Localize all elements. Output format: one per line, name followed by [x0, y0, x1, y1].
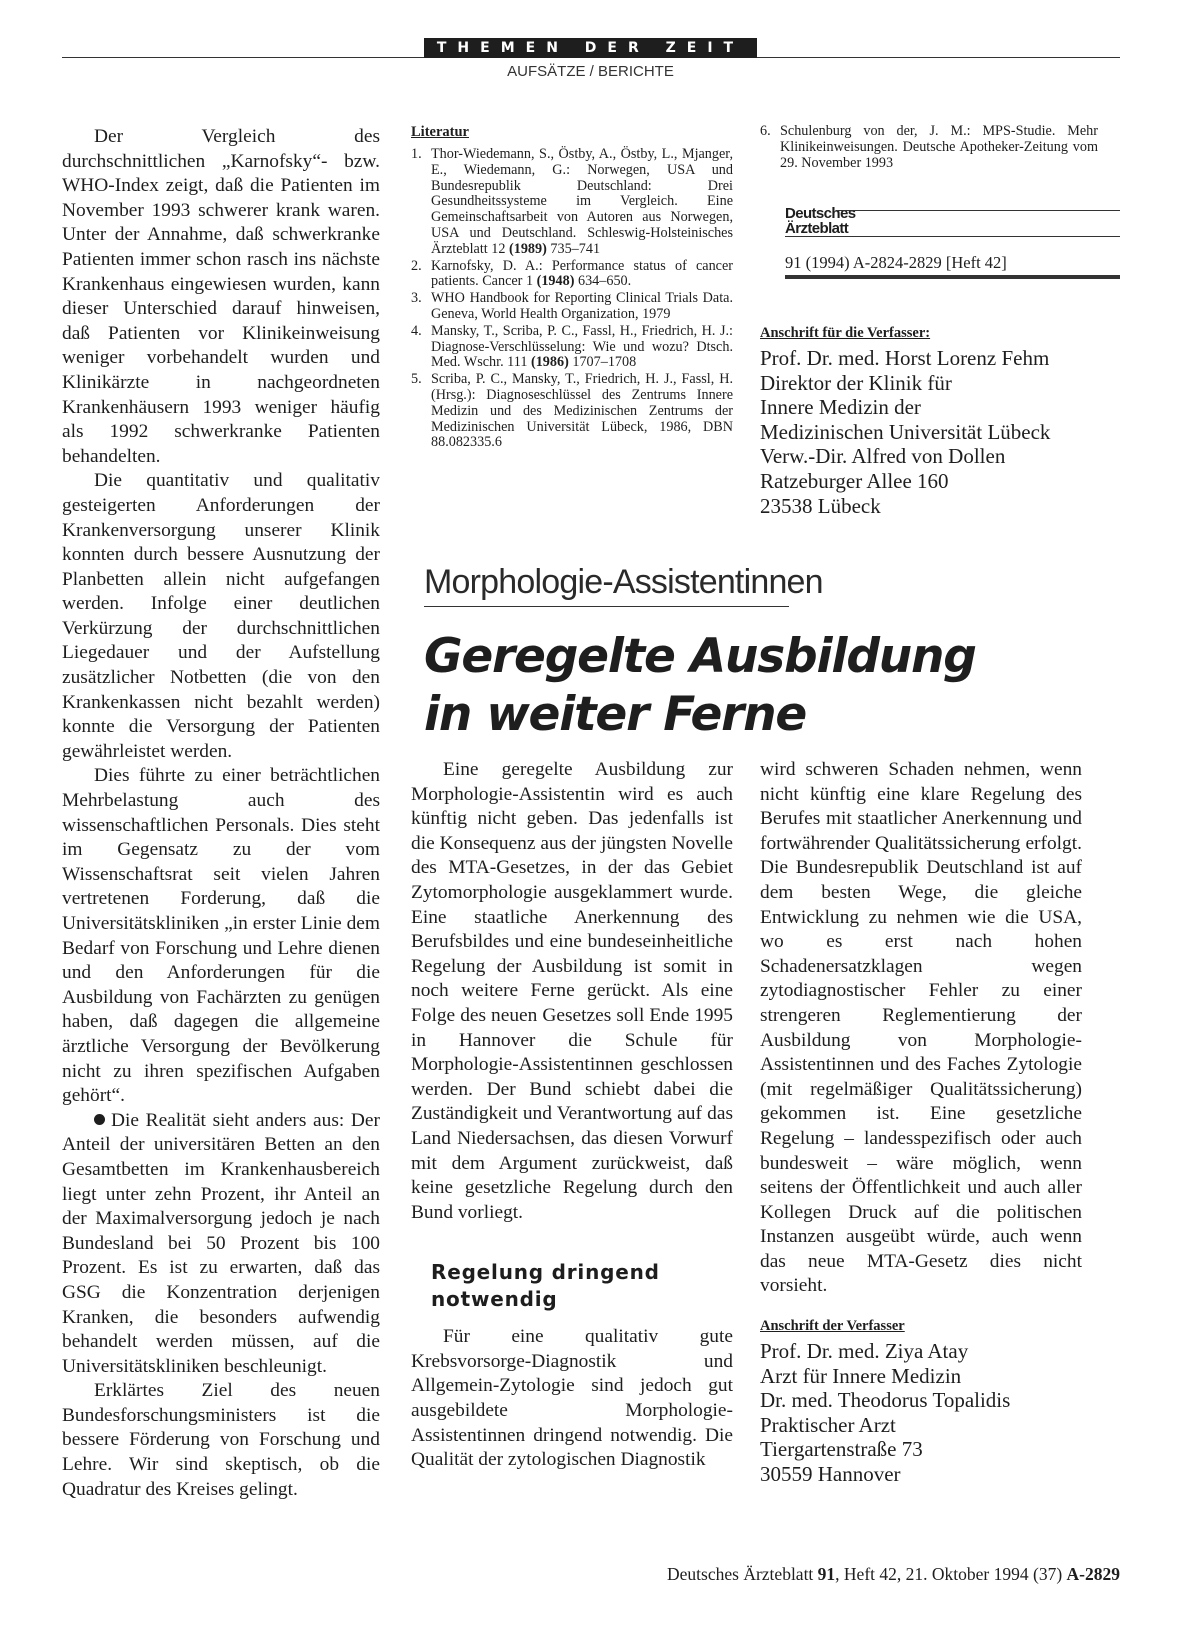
reference-list — [411, 147, 733, 451]
author-address — [760, 1318, 1120, 1487]
page-footer: Deutsches Ärzteblatt 91, Heft 42, 21. Oktober 1994 (37) A-2829 — [667, 1564, 1120, 1584]
article-kicker: Morphologie-Assistentinnen — [424, 563, 823, 601]
logo-rule — [785, 236, 1120, 237]
reference-item: 5. Scriba, P. C., Mansky, T., Friedrich, H. J., Fassl, H. (Hrsg.): Diagnoseschlüssel des Zentrums Innere Medizin und des Medizinischen Zentrums der Medizinischen Universität Lübeck, 1986, DBN 88.082335.6 — [411, 371, 733, 451]
reference-item: 4. Mansky, T., Scriba, P. C., Fassl, H., Friedrich, H. J.: Diagnose-Verschlüsselung: Wie und wozu? Dtsch. Med. Wschr. 111 (1986) 1707–1708 — [411, 322, 733, 371]
paragraph: Erklärtes Ziel des neuen Bundesforschungsministers ist die bessere Förderung von Forschung und Lehre. Wir sind skeptisch, ob die Quadratur des Kreises gelingt. — [62, 1380, 380, 1500]
address-line: Medizinischen Universität Lübeck — [760, 419, 1051, 444]
logo-rule — [838, 210, 1120, 211]
left-column — [62, 125, 380, 1502]
article-subheading: Regelung dringend notwendig — [431, 1260, 660, 1312]
address-line: Innere Medizin der — [760, 395, 921, 420]
address-line: Verw.-Dir. Alfred von Dollen — [760, 444, 1006, 469]
address-line: 30559 Hannover — [760, 1461, 901, 1486]
author-address — [760, 325, 1120, 518]
reference-item: 3. WHO Handbook for Reporting Clinical Trials Data. Geneva, World Health Organization, 1979 — [411, 290, 733, 322]
address-line: Tiergartenstraße 73 — [760, 1437, 923, 1462]
paragraph: Dies führte zu einer beträchtlichen Mehrbelastung auch des wissenschaftlichen Personals. Dies steht im Gegensatz zu der vom Wissenschaftsrat seit vielen Jahren vertretenen Forderung, daß die Universitätskliniken „in erster Linie dem Bedarf von Forschung und Lehre dienen und den Anforderungen für die Ausbildung von Fachärzten zu genügen haben, daß dagegen die allgemeine ärztliche Versorgung der Bevölkerung nicht zu ihren spezifischen Aufgaben gehört“. — [62, 765, 380, 1107]
reference-item: 1. Thor-Wiedemann, S., Östby, A., Östby, L., Mjanger, E., Wiedemann, G.: Norwegen, USA und Bundesrepublik Deutschland: Drei Gesundheitssysteme im Vergleich. Eine Gemeinschaftsarbeit von Autoren aus Norwegen, USA und Deutschland. Schleswig-Holsteinisches Ärzteblatt 12 (1989) 735–741 — [411, 146, 733, 257]
article-column-1 — [411, 758, 733, 1473]
address-line: Direktor der Klinik für — [760, 370, 952, 395]
article-headline: Geregelte Ausbildung in weiter Ferne — [424, 629, 976, 742]
literature-section — [411, 124, 733, 452]
address-line: Arzt für Innere Medizin — [760, 1363, 962, 1388]
paragraph-bullet — [62, 1109, 380, 1380]
paragraph: Die quantitativ und qualitativ gesteigerten Anforderungen der Krankenversorgung unserer Klinik konnten durch bessere Ausnutzung der Planbetten allein nicht aufgefangen werden. Infolge einer deutlichen Verkürzung der durchschnittlichen Liegedauer und der Aufstellung zusätzlicher Notbetten (die von den Krankenkassen nicht bezahlt werden) konnte die Versorgung der Patienten gewährleistet werden. — [62, 470, 380, 762]
paragraph: Der Vergleich des durchschnittlichen „Karnofsky“- bzw. WHO-Index zeigt, daß die Patienten im November 1993 schwerer krank waren. Unter der Annahme, daß schwerkranke Patienten immer schon rasch ins nächste Krankenhaus eingewiesen wurden, kann dieser Unterschied darauf hinweisen, daß Patienten vor Klinikeinweisung weniger vorbehandelt wurden und Klinikärzte in nachgeordneten Krankenhäusern 1993 weniger häufig als 1992 schwerkranke Patienten behandelten. — [62, 126, 380, 467]
reference-continued — [760, 124, 1098, 172]
reference-item: 2. Karnofsky, D. A.: Performance status of cancer patients. Cancer 1 (1948) 634–650. — [411, 257, 733, 290]
citation-rule — [785, 275, 1120, 279]
paragraph-text: Die Realität sieht anders aus: Der Anteil der universitären Betten an den Gesamtbetten im Krankenhausbereich liegt unter zehn Prozent, ihr Anteil an der Maximalversorgung jedoch je nach Bundesland bei 50 Prozent bis 100 Prozent. Es ist zu erwarten, daß das GSG die Konzentration derjenigen Kranken, die besonders aufwendig behandelt werden müssen, auf die Universitätskliniken beschleunigt. — [62, 1109, 380, 1377]
address-line: 23538 Lübeck — [760, 493, 881, 518]
address-line: Prof. Dr. med. Horst Lorenz Fehm — [760, 346, 1050, 370]
paragraph: wird schweren Schaden nehmen, wenn nicht künftig eine klare Regelung des Berufes mit staatlicher Anerkennung und fortwährender Qualitätssicherung erfolgt. Die Bundesrepublik Deutschland ist auf dem besten Wege, die gleiche Entwicklung zu nehmen wie die USA, wo es erst nach hohen Schadenersatzklagen wegen zytodiagnostischer Fehler zu einer strengeren Reglementierung der Ausbildung von Morphologie-Assistentinnen und des Faches Zytologie (mit regelmäßiger Qualitätssicherung) gekommen ist. Eine gesetzliche Regelung – landesspezifisch oder auch bundesweit – wäre möglich, wenn seitens der Öffentlichkeit und auch aller Kollegen Druck auf die politischen Instanzen ausgeübt würde, auch wenn das neue MTA-Gesetz dies nicht vorsieht. — [760, 759, 1082, 1297]
paragraph: Für eine qualitativ gute Krebsvorsorge-Diagnostik und Allgemein-Zytologie sind jedoch gut ausgebildete Morphologie-Assistentinnen dringend notwendig. Die Qualität der zytologischen Diagnostik — [411, 1326, 733, 1471]
page-number: A-2829 — [1066, 1564, 1120, 1584]
address-line: Ratzeburger Allee 160 — [760, 468, 949, 493]
subsection-label: AUFSÄTZE / BERICHTE — [507, 63, 674, 80]
reference-item: 6. Schulenburg von der, J. M.: MPS-Studie. Mehr Klinikeinweisungen. Deutsche Apotheker-Zeitung vom 29. November 1993 — [760, 123, 1098, 171]
section-banner: THEMEN DER ZEIT — [424, 38, 757, 58]
address-title: Anschrift für die Verfasser: — [760, 325, 931, 341]
address-line: Prof. Dr. med. Ziya Atay — [760, 1339, 969, 1363]
journal-citation: 91 (1994) A-2824-2829 [Heft 42] — [785, 253, 1007, 272]
literature-title: Literatur — [411, 124, 469, 140]
kicker-rule — [424, 606, 789, 607]
address-title: Anschrift der Verfasser — [760, 1318, 905, 1334]
address-line: Praktischer Arzt — [760, 1412, 896, 1437]
paragraph: Eine geregelte Ausbildung zur Morphologie-Assistentin wird es auch künftig nicht geben. Das jedenfalls ist die Konsequenz aus der jüngsten Novelle des MTA-Gesetzes, in der das Gebiet Zytomorphologie ausgeklammert wurde. Eine staatliche Anerkennung des Berufsbildes und eine bundeseinheitliche Regelung der Ausbildung ist somit in noch weitere Ferne gerückt. Als eine Folge des neuen Gesetzes soll Ende 1995 in Hannover die Schule für Morphologie-Assistentinnen geschlossen werden. Der Bund schiebt dabei die Zuständigkeit und Verantwortung auf das Land Niedersachsen, das diesen Vorwurf mit dem Argument zurückweist, daß keine gesetzliche Regelung durch den Bund vorliegt. — [411, 759, 733, 1223]
bullet-icon — [94, 1114, 105, 1125]
article-column-2 — [760, 758, 1082, 1299]
journal-logo: Deutsches Ärzteblatt — [785, 205, 856, 237]
address-line: Dr. med. Theodorus Topalidis — [760, 1388, 1011, 1413]
